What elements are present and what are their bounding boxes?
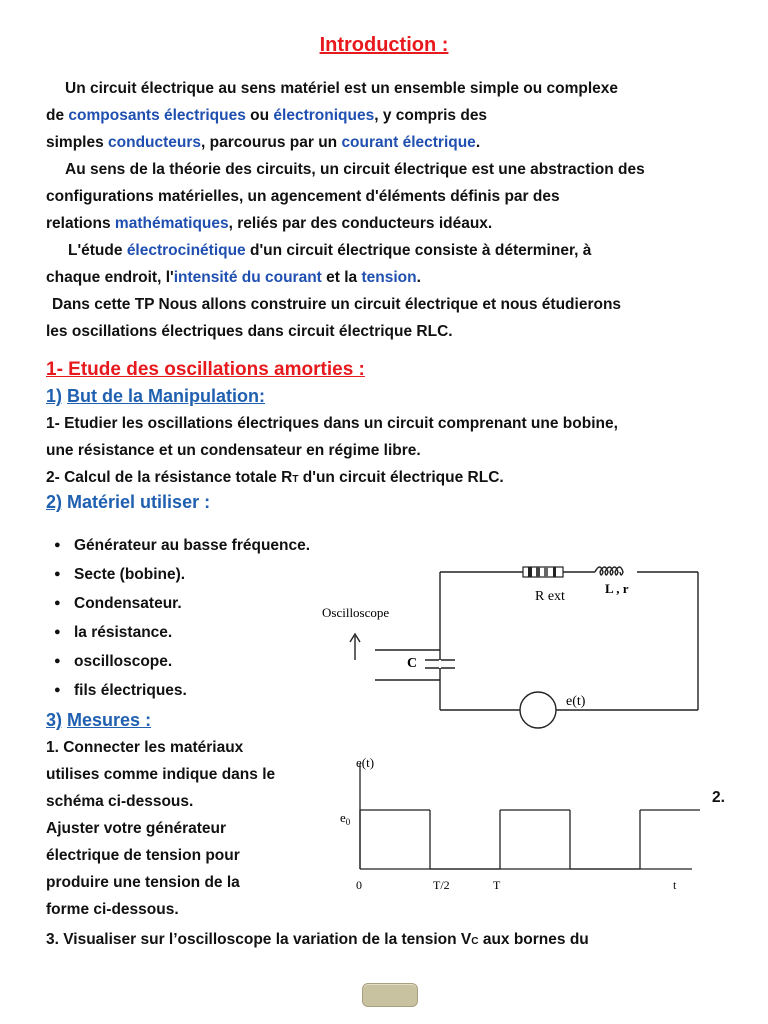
capacitor-label: C xyxy=(407,656,418,671)
text-run: 2- Calcul de la résistance totale R xyxy=(46,469,293,486)
oscilloscope-label: Oscilloscope xyxy=(322,605,390,620)
text-line: électrique de tension pour xyxy=(46,847,240,864)
text-line: schéma ci-dessous. xyxy=(46,793,194,810)
text-run: ou xyxy=(245,107,274,124)
square-wave-chart xyxy=(330,752,700,897)
list-item: ● la résistance. xyxy=(54,618,310,647)
text-run: chaque endroit, l' xyxy=(46,269,174,286)
text-run: , y compris des xyxy=(374,107,488,124)
link-composants-electriques[interactable]: composants électriques xyxy=(68,107,246,124)
text-run: . xyxy=(475,134,481,151)
subscript: C xyxy=(471,936,479,947)
text-run: relations xyxy=(46,215,115,232)
subscript: T xyxy=(292,474,299,485)
x-axis-label: t xyxy=(673,878,677,892)
text-run: d'un circuit électrique RLC. xyxy=(298,469,504,486)
text-line: produire une tension de la xyxy=(46,874,240,891)
source-label: e(t) xyxy=(566,694,586,709)
list-item: ● Secte (bobine). xyxy=(54,560,310,589)
x-tick-label-0: 0 xyxy=(356,878,362,892)
text-line: utilises comme indique dans le xyxy=(46,766,276,783)
link-electrocinetique[interactable]: électrocinétique xyxy=(126,242,246,259)
text-run: de xyxy=(46,107,69,124)
text-line: une résistance et un condensateur en régime libre. xyxy=(46,442,421,459)
text-line: Au sens de la théorie des circuits, un circuit électrique est une abstraction des xyxy=(65,161,645,178)
text-line xyxy=(46,210,736,237)
text-line: forme ci-dessous. xyxy=(46,901,179,918)
text-run: simples xyxy=(46,134,109,151)
intro-paragraph-3 xyxy=(46,237,736,291)
but-paragraph xyxy=(46,410,736,493)
materials-list xyxy=(54,531,310,705)
text-run: , reliés par des conducteurs idéaux. xyxy=(228,215,493,232)
voltage-source xyxy=(520,692,556,728)
heading-mesures xyxy=(46,710,151,731)
intro-paragraph-1 xyxy=(46,75,736,156)
heading-number: 1) xyxy=(46,386,63,406)
list-item: ● Condensateur. xyxy=(54,589,310,618)
heading-number: 2) xyxy=(46,492,63,512)
text-run: 3. Visualiser sur l’oscilloscope la variation de la tension V xyxy=(46,931,472,948)
heading-label: Mesures : xyxy=(67,710,152,730)
resistor-label: R ext xyxy=(535,589,565,604)
link-conducteurs[interactable]: conducteurs xyxy=(108,134,202,151)
link-tension[interactable]: tension xyxy=(361,269,417,286)
intro-paragraph-4 xyxy=(46,291,736,345)
text-run: , parcourus par un xyxy=(201,134,342,151)
list-item: ● Générateur au basse fréquence. xyxy=(54,531,310,560)
heading-but xyxy=(46,386,265,407)
text-line: Un circuit électrique au sens matériel est un ensemble simple ou complexe xyxy=(65,80,619,97)
text-line xyxy=(46,464,736,493)
capacitor xyxy=(425,660,455,668)
heading-label: But de la Manipulation: xyxy=(67,386,266,406)
list-item: ● oscilloscope. xyxy=(54,647,310,676)
link-mathematiques[interactable]: mathématiques xyxy=(114,215,229,232)
text-line xyxy=(46,237,736,264)
y-axis-label: e(t) xyxy=(356,755,375,770)
text-line: configurations matérielles, un agencement d'éléments définis par des xyxy=(46,188,560,205)
text-line: 1- Etudier les oscillations électriques dans un circuit comprenant une bobine, xyxy=(46,415,618,432)
text-line xyxy=(46,926,736,955)
intro-paragraph-2 xyxy=(46,156,736,237)
text-line: Dans cette TP Nous allons construire un circuit électrique et nous étudierons xyxy=(52,296,622,313)
rlc-circuit-diagram xyxy=(315,560,705,730)
list-item: ● fils électriques. xyxy=(54,676,310,705)
text-line xyxy=(46,129,736,156)
text-line xyxy=(46,102,736,129)
text-run: . xyxy=(416,269,421,286)
inductor-label: L , r xyxy=(605,581,629,596)
inductor-coil xyxy=(595,567,623,575)
heading-label: Matériel utiliser : xyxy=(67,492,211,512)
text-run: L'étude xyxy=(68,242,127,259)
heading-materiel xyxy=(46,492,210,513)
resistor xyxy=(523,567,563,577)
heading-number: 3) xyxy=(46,710,63,730)
step-3-paragraph xyxy=(46,926,736,955)
text-line: Ajuster votre générateur xyxy=(46,820,227,837)
link-electroniques[interactable]: électroniques xyxy=(273,107,375,124)
page-number-button[interactable] xyxy=(362,983,418,1007)
section-heading-oscillations: 1- Etude des oscillations amorties : xyxy=(46,359,365,380)
text-run: aux bornes du xyxy=(478,931,589,948)
text-run: d'un circuit électrique consiste à déterminer, à xyxy=(245,242,592,259)
text-line: 1. Connecter les matériaux xyxy=(46,739,244,756)
text-line: les oscillations électriques dans circuit électrique RLC. xyxy=(46,323,453,340)
text-run: et la xyxy=(321,269,362,286)
y-tick-label-e0: $e_0$ xyxy=(340,810,351,827)
x-tick-label-period: T xyxy=(493,878,501,892)
x-tick-label-half-period: T/2 xyxy=(433,878,450,892)
mesures-paragraph xyxy=(46,734,346,923)
link-courant-electrique[interactable]: courant électrique xyxy=(341,134,476,151)
page-title: Introduction : xyxy=(319,34,449,56)
step-number-2: 2. xyxy=(712,789,725,806)
link-intensite-du-courant[interactable]: intensité du courant xyxy=(173,269,322,286)
text-line xyxy=(46,264,736,291)
